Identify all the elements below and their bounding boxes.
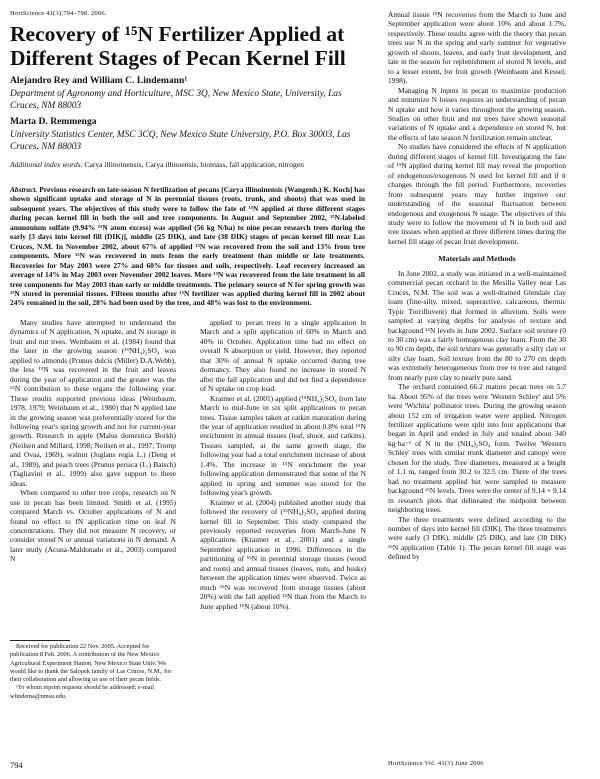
paragraph: In June 2002, a study was initiated in a well-maintained commercial pecan orchard in the Mesilla Valley near Las Cruces, N.M. The soil was a well-drained Glendale clay loam (fine-silty, mixed, superactive, calcareous, thermic Typic Torrifluvent) that formed in alluvium. Soils were sampled at varying depths for analysis of texture and background ¹⁵N levels in June 2002. Surface soil texture (0 to 30 cm) was a fairly homogenous clay loam. From the 30 to 90 cm depth, the soil texture was generally a silty clay or silty clay loam. Soil texture from the 80 to 270 cm depth was extremely heterogeneous from tree to tree and ranged from nearly pure clay to nearly pure sand. <box>388 268 566 382</box>
body-column-right <box>388 10 566 562</box>
footnote: ¹To whom reprint requests should be addressed; e-mail wlindema@nmsu.edu. <box>10 684 155 700</box>
paragraph: Many studies have attempted to understand the dynamics of N application, N uptake, and N storage in fruit and nut trees. Weinbaum et al. (1984) found that the later in the growing season (¹⁵NH₄)₂SO₄ was applied to almonds (Prunus dulcis (Miller) D.A.Webb), the less ¹⁵N was recovered in the fruit and leaves during the year of application and the greater was the ¹⁵N contribution to these organs the following year. These results supported previous ideas (Weinbaum, 1978, 1979; Weinbaum et al., 1980) that N applied late in the growing season was preferentially stored for the following year's spring growth and not for current-year growth. Research in apple (Malus domestica Borkh) (Neilsen and Millard, 1998; Neilsen et al., 1997; Tromp and Ovaa, 1969), walnut (Juglans regia L.) (Deng et al., 1989), and peach trees (Prunus persica (L.) Batsch) (Tagliavini et al., 1999) also gave support to these ideas. <box>10 318 176 488</box>
paragraph: Kraimer et al. (2004) published another study that followed the recovery of (¹⁵NH₄)₂SO₄ applied during kernel fill in September. This study compared the previously reported recoveries from March-June N applications (Kraimer et al., 2001) and a single September application in 1996. Differences in the partitioning of ¹⁵N in perennial storage tissues (wood and roots) and annual tissues (leaves, nuts, and husks) between the application times were observed. Twice as much ¹⁵N was recovered from storage tissues (about 20%) with the fall applied ¹⁵N than from the March to June applied ¹⁵N (about 10%). <box>200 497 366 611</box>
paragraph: Managing N inputs in pecan to maximize production and minimize N losses requires an understanding of pecan N uptake and how it varies throughout the growing season. Studies on other fruit and nut trees have shown seasonal variations of N uptake and a dependence on stored N, but the effects of late season N fertilization remain unclear. <box>388 85 566 142</box>
affiliation-1: Department of Agronomy and Horticulture, MSC 3Q, New Mexico State, University, Las Cruces, NM 88003 <box>10 89 342 111</box>
author-line-2: Marta D. Remmenga <box>10 116 97 127</box>
paragraph: applied to pecan trees in a single application in March and a split application of 60% in March and 40% in October. Application time had no effect on overall N absorption or yield. However, they reported that 30% of annual N uptake occurred during tree dormancy. They also found no increase in stored N after the fall application and did not find a dependence of N uptake on crop load. <box>200 318 366 394</box>
affiliation-2: University Statistics Center, MSC 3CQ, New Mexico State University, P.O. Box 30003, Las Cruces, NM 88003 <box>10 130 351 152</box>
index-words-label: Additional index words. <box>10 160 83 169</box>
paragraph: Annual tissue ¹⁵N recoveries from the March to June and September application were about 10% and about 1.7%, respectively. These results agree with the theory that pecan trees use N in the spring and early summer for vegetative growth of shoots, leaves, and early fruit development, and late in the season for replenishment of stored N levels, and to a lesser extent, for fruit growth (Weinbaum and Kessel, 1998). <box>388 10 566 86</box>
article-title: Recovery of ¹⁵N Fertilizer Applied at Different Stages of Pecan Kernel Fill <box>10 22 346 70</box>
journal-footer: HortScience Vol. 41(3) June 2006 <box>388 760 484 767</box>
paragraph: The three treatments were defined according to the number of days into kernel fill (DIK). The three treatments were early (3 DIK), middle (25 DIK), and late (38 DIK) ¹⁵N application (Table 1). The pecan kernel fill stage was defined by <box>388 514 566 562</box>
paragraph: No studies have considered the effects of N application during different stages of kernel fill. Investigating the fate of ¹⁵N applied during kernel fill may reveal the proportion of endogenous/exogenous N used for kernel fill and if it changes through the fill period. Furthermore, recoveries from subsequent years may further improve our understanding of the seasonal fluctuation between endogenous and exogenous N usage. The objectives of this study were to follow the movement of N in both soil and tree tissues when applied at three different times during the kernel fill stage of pecan fruit development. <box>388 142 566 246</box>
page-number: 794 <box>10 760 23 770</box>
paragraph: When compared to other tree crops, research on N use in pecan has been limited. Smith et al. (1995) compared March vs. October applications of N and found no effect to fN application time on leaf N concentrations. They did not measure N recovery, or consider stored N or annual variations in N demand. A later study (Acuna-Maldonado et al., 2003) compared N <box>10 488 176 564</box>
abstract <box>10 185 365 308</box>
footnote: Received for publication 22 Nov. 2005. Accepted for publication 8 Feb. 2006. A contribution of the New Mexico Agricultural Experiment Station, New Mexico State Univ. We would like to thank the Salopek family of Las Cruces, N.M., for their collaboration and allowing us use of their pecan fields. <box>10 643 172 684</box>
journal-header: HortScience 41(3):794–798. 2006. <box>10 10 107 17</box>
abstract-text: Previous research on late-season N fertilization of pecans [Carya illinoinensis (Wangenh.) K. Koch] has shown significant uptake and storage of N in perennial tissues (roots, trunk, and shoots) that was used in subsequent years. The objectives of this study were to follow the fate of ¹⁵N applied at three different stages during pecan kernel fill in both the soil and tree components. In August and September 2002, ¹⁵N-labeled ammonium sulfate (9.94% ¹⁵N atom excess) was applied (56 kg N/ha) to nine pecan research trees during the early [3 days into kernel fill (DIK)], middle (25 DIK), and late (38 DIK) stages of pecan kernel fill near Las Cruces, N.M. In November 2002, about 67% of applied ¹⁵N was recovered from the soil and 13% from tree components. More ¹⁵N was recovered in nuts from the early treatment than middle or late treatments. Recoveries for May 2003 were 27% and 60% for tissues and soils, respectively. Leaf recovery increased an average of 14% in May 2003 over November 2002 leaves. More ¹⁵N was recovered from the late treatment in all tree components for May 2003 than early or middle treatments. The primary source of N for spring growth was ¹⁵N stored in perennial tissues. Fifteen months after ¹⁵N fertilizer was applied during kernel fill in 2002 about 24% remained in the soil, 28% had been used by the tree, and 48% was lost to the environment. <box>10 185 365 308</box>
paragraph: Kraimer et al. (2001) applied (¹⁵NH₄)₂SO₄ from late March to mid-June in six split applications to pecan trees. Tissue samples taken at catkin maturation during the year of application resulted in about 0.8% total ¹⁵N enrichment in annual tissues (leaf, shoot, and catkins). Tissues sampled, at the same growth stage, the following year had a total enrichment increase of about 1.4%. The increase in ¹⁵N enrichment the year following application demonstrated that some of the N applied in spring and summer was stored for the following year's growth. <box>200 393 366 498</box>
footnotes <box>10 643 176 701</box>
paragraph: The orchard contained 66.2 mature pecan trees on 5.7 ha. About 95% of the trees were 'Western Schley' and 5% were 'Wichita' pollinator trees. During the growing season about 152 cm of irrigation water were applied. Nitrogen fertilizer applications were split into four applications that began in April and ended in July and totaled about 340 kg·ha⁻¹ of N in the (NH₄)₂SO₄ form. Twelve 'Western Schley' trees with similar trunk diameter and canopy were chosen for the study. Tree diameters, measured at a height of 1.1 m, ranged from 30.2 to 32.5 cm. Three of the trees had no treatment applied but were sampled to measure background ¹⁵N levels. Trees were the center of 9.14 × 9.14 m research plots that delineated the midpoint between neighboring trees. <box>388 382 566 515</box>
index-words <box>10 160 365 170</box>
body-column-left <box>10 318 176 564</box>
body-column-middle <box>200 318 366 611</box>
abstract-label: Abstract. <box>10 185 38 194</box>
section-heading: Materials and Methods <box>438 254 516 264</box>
footnote-divider <box>10 640 70 641</box>
author-line-1: Alejandro Rey and William C. Lindemann¹ <box>10 75 188 86</box>
index-words-text: Carya illinoinensis, Carya illinoensis, biomass, fall application, nitrogen <box>84 160 304 169</box>
